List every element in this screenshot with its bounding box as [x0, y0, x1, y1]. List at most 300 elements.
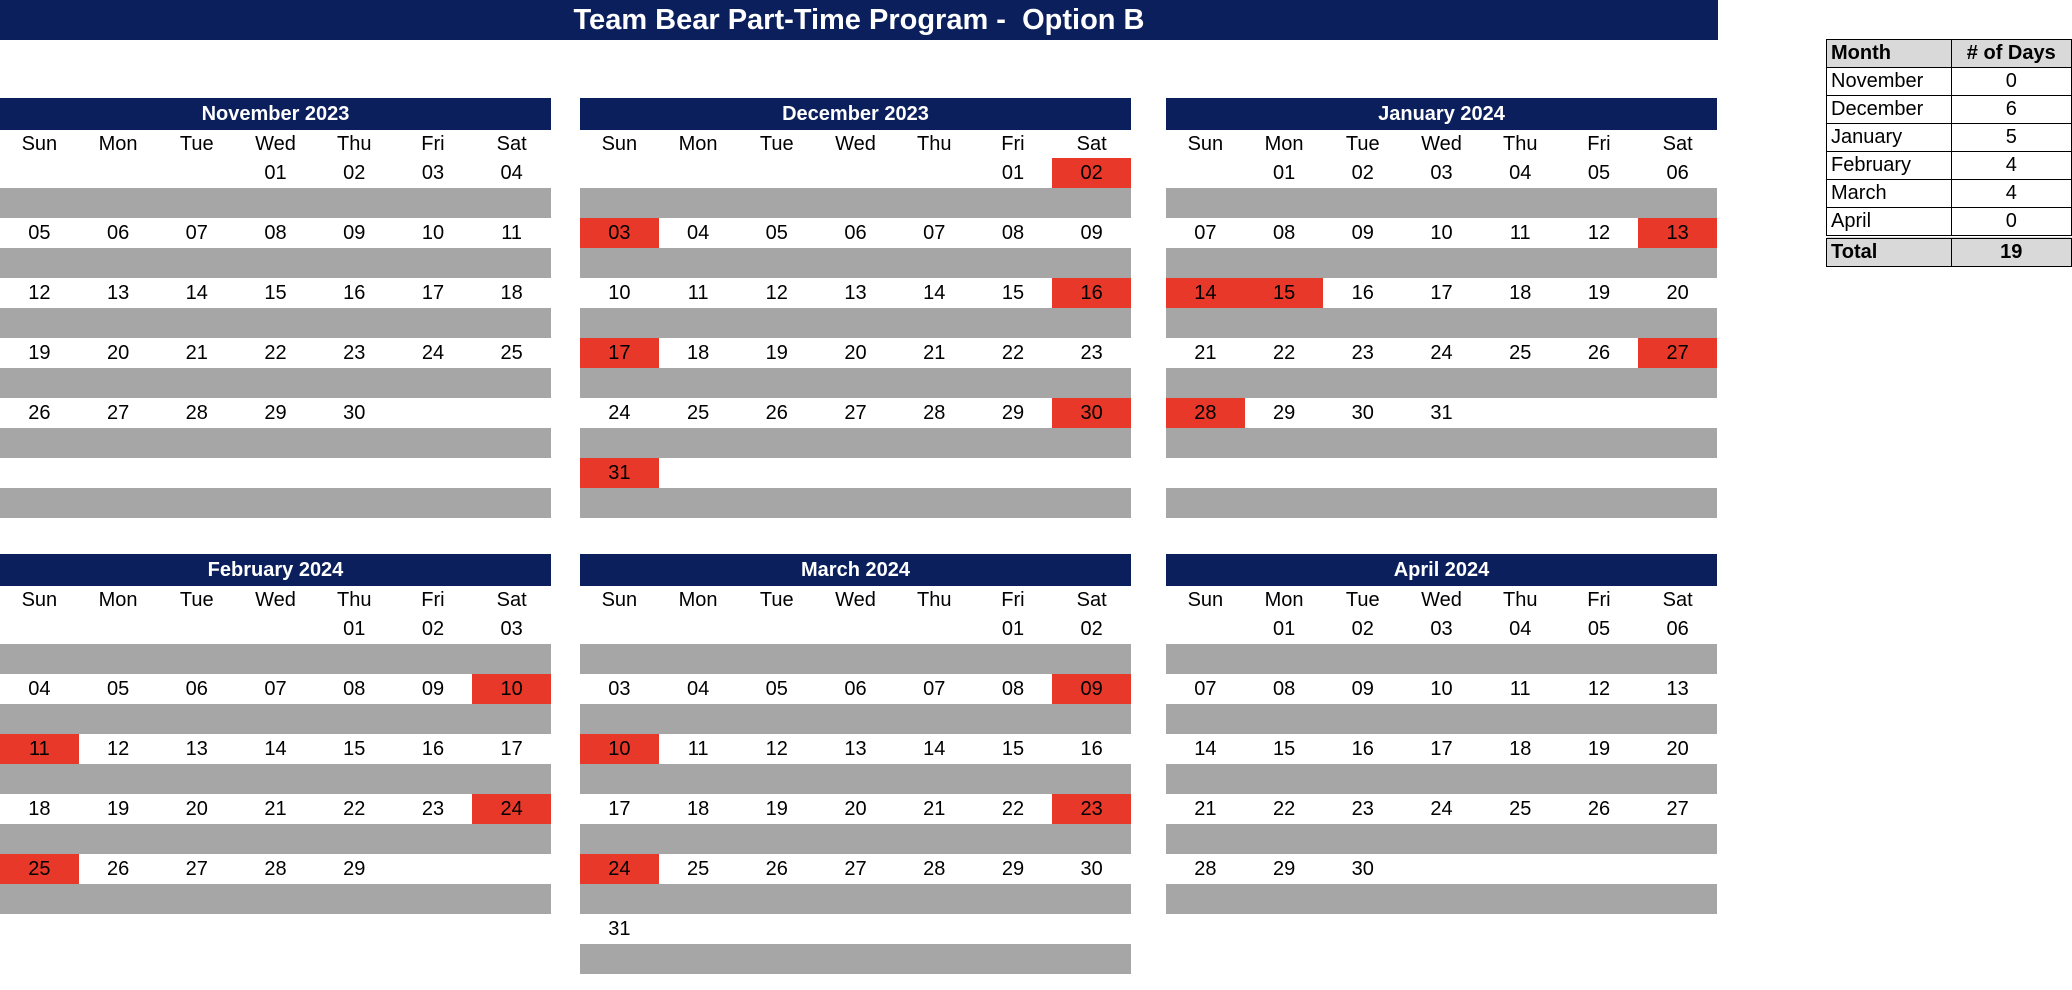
- day-cell[interactable]: 11: [501, 222, 523, 244]
- day-cell[interactable]: 13: [844, 738, 867, 760]
- day-cell[interactable]: 07: [185, 222, 208, 244]
- day-cell[interactable]: 23: [1351, 342, 1374, 364]
- day-cell[interactable]: 21: [264, 798, 287, 820]
- day-cell[interactable]: 19: [106, 798, 130, 820]
- day-cell[interactable]: 28: [185, 402, 208, 424]
- day-cell[interactable]: 15: [1272, 738, 1296, 760]
- day-cell[interactable]: 11: [687, 738, 709, 760]
- summary-days-cell[interactable]: 4: [1951, 152, 2071, 180]
- day-cell[interactable]: 30: [1351, 858, 1374, 880]
- day-cell[interactable]: 08: [1272, 222, 1296, 244]
- day-cell[interactable]: 27: [1638, 338, 1717, 368]
- day-cell[interactable]: 18: [500, 282, 523, 304]
- empty-day-cell[interactable]: [737, 914, 816, 944]
- day-cell[interactable]: 13: [106, 282, 130, 304]
- month-header: January 2024: [1166, 98, 1717, 130]
- weekday-header-row: [580, 130, 1131, 158]
- empty-day-cell[interactable]: [1638, 458, 1717, 488]
- day-cell[interactable]: 06: [106, 222, 130, 244]
- day-cell[interactable]: 04: [28, 678, 51, 700]
- summary-month-cell[interactable]: January: [1827, 124, 1952, 152]
- day-cell[interactable]: 11: [1509, 678, 1531, 700]
- empty-day-cell[interactable]: [79, 158, 158, 188]
- day-cell[interactable]: 27: [185, 858, 208, 880]
- day-cell[interactable]: 06: [1666, 162, 1689, 184]
- day-cell[interactable]: 23: [1080, 342, 1103, 364]
- day-cell[interactable]: 16: [1080, 738, 1103, 760]
- summary-month-cell[interactable]: December: [1827, 96, 1952, 124]
- day-cell[interactable]: 13: [185, 738, 208, 760]
- day-cell[interactable]: 17: [500, 738, 523, 760]
- day-cell[interactable]: 19: [765, 798, 788, 820]
- summary-days-cell[interactable]: 0: [1951, 208, 2071, 238]
- day-cell[interactable]: 24: [421, 342, 445, 364]
- notes-band[interactable]: [580, 428, 1131, 458]
- day-cell[interactable]: 26: [1587, 342, 1611, 364]
- day-cell[interactable]: 29: [1001, 402, 1025, 424]
- day-cell[interactable]: 08: [1001, 678, 1025, 700]
- day-cell[interactable]: 02: [421, 618, 445, 640]
- day-cell[interactable]: 02: [1052, 158, 1131, 188]
- day-cell[interactable]: 03: [500, 618, 523, 640]
- empty-day-cell[interactable]: [1323, 458, 1402, 488]
- empty-day-cell[interactable]: [1245, 458, 1324, 488]
- notes-band[interactable]: [580, 188, 1131, 218]
- day-cell[interactable]: 28: [923, 858, 946, 880]
- day-cell[interactable]: 02: [1080, 618, 1103, 640]
- day-cell[interactable]: 28: [1166, 398, 1245, 428]
- notes-band[interactable]: [1166, 248, 1717, 278]
- day-cell[interactable]: 28: [1194, 858, 1217, 880]
- empty-day-cell[interactable]: [236, 614, 315, 644]
- empty-day-cell[interactable]: [816, 158, 895, 188]
- day-cell[interactable]: 13: [844, 282, 867, 304]
- day-cell[interactable]: 01: [343, 618, 366, 640]
- empty-day-cell[interactable]: [895, 458, 974, 488]
- day-cell[interactable]: 18: [1509, 282, 1532, 304]
- notes-band[interactable]: [1166, 188, 1717, 218]
- empty-day-cell[interactable]: [1052, 914, 1131, 944]
- day-cell[interactable]: 09: [421, 678, 445, 700]
- notes-band[interactable]: [1166, 428, 1717, 458]
- empty-day-cell[interactable]: [1560, 398, 1639, 428]
- day-cell[interactable]: 01: [1001, 162, 1025, 184]
- summary-month-cell[interactable]: November: [1827, 68, 1952, 96]
- notes-band[interactable]: [1166, 704, 1717, 734]
- day-cell[interactable]: 20: [1666, 738, 1689, 760]
- day-cell[interactable]: 16: [421, 738, 445, 760]
- empty-day-cell[interactable]: [315, 458, 394, 488]
- day-cell[interactable]: 21: [923, 798, 946, 820]
- notes-band[interactable]: [580, 884, 1131, 914]
- empty-day-cell[interactable]: [974, 458, 1053, 488]
- day-cell[interactable]: 02: [1351, 162, 1374, 184]
- empty-day-cell[interactable]: [895, 914, 974, 944]
- day-cell[interactable]: 05: [1587, 162, 1611, 184]
- day-cell[interactable]: 26: [765, 858, 788, 880]
- notes-band[interactable]: [1166, 764, 1717, 794]
- day-cell[interactable]: 24: [1430, 342, 1453, 364]
- day-cell[interactable]: 08: [264, 222, 287, 244]
- day-cell[interactable]: 05: [1587, 618, 1611, 640]
- empty-day-cell[interactable]: [895, 158, 974, 188]
- day-cell[interactable]: 24: [472, 794, 551, 824]
- day-cell[interactable]: 12: [765, 738, 788, 760]
- notes-band[interactable]: [0, 308, 551, 338]
- day-cell[interactable]: 14: [923, 282, 946, 304]
- notes-band[interactable]: [0, 824, 551, 854]
- day-cell[interactable]: 22: [1001, 342, 1025, 364]
- day-cell[interactable]: 23: [343, 342, 366, 364]
- empty-day-cell[interactable]: [659, 158, 738, 188]
- day-cell[interactable]: 14: [185, 282, 208, 304]
- day-cell[interactable]: 14: [923, 738, 946, 760]
- empty-day-cell[interactable]: [737, 158, 816, 188]
- day-cell[interactable]: 10: [421, 222, 445, 244]
- day-cell[interactable]: 27: [106, 402, 130, 424]
- day-cell[interactable]: 23: [1052, 794, 1131, 824]
- day-cell[interactable]: 20: [1666, 282, 1689, 304]
- day-cell[interactable]: 12: [28, 282, 51, 304]
- empty-day-cell[interactable]: [79, 458, 158, 488]
- day-cell[interactable]: 04: [500, 162, 523, 184]
- day-cell[interactable]: 17: [1430, 738, 1453, 760]
- notes-band[interactable]: [1166, 308, 1717, 338]
- summary-days-cell[interactable]: 5: [1951, 124, 2071, 152]
- day-cell[interactable]: 05: [765, 678, 788, 700]
- day-cell[interactable]: 13: [1666, 678, 1689, 700]
- day-cell[interactable]: 10: [1430, 222, 1453, 244]
- empty-day-cell[interactable]: [236, 458, 315, 488]
- empty-day-cell[interactable]: [1402, 458, 1481, 488]
- day-cell[interactable]: 15: [264, 282, 287, 304]
- day-cell[interactable]: 26: [106, 858, 130, 880]
- day-cell[interactable]: 13: [1638, 218, 1717, 248]
- day-cell[interactable]: 24: [608, 402, 631, 424]
- empty-day-cell[interactable]: [1638, 854, 1717, 884]
- day-cell[interactable]: 05: [28, 222, 51, 244]
- day-cell[interactable]: 07: [1194, 222, 1217, 244]
- week-row: [0, 218, 551, 248]
- empty-day-cell[interactable]: [1166, 158, 1245, 188]
- empty-day-cell[interactable]: [1481, 854, 1560, 884]
- empty-day-cell[interactable]: [0, 614, 79, 644]
- day-cell[interactable]: 18: [686, 798, 710, 820]
- day-cell[interactable]: 25: [0, 854, 79, 884]
- notes-band[interactable]: [0, 644, 551, 674]
- empty-day-cell[interactable]: [1481, 458, 1560, 488]
- day-cell[interactable]: 06: [1666, 618, 1689, 640]
- empty-day-cell[interactable]: [816, 614, 895, 644]
- day-cell[interactable]: 27: [844, 402, 867, 424]
- day-cell[interactable]: 07: [923, 222, 946, 244]
- summary-month-cell[interactable]: April: [1827, 208, 1952, 238]
- notes-band[interactable]: [580, 488, 1131, 518]
- notes-band[interactable]: [580, 704, 1131, 734]
- day-cell[interactable]: 29: [1272, 402, 1296, 424]
- weekday-label: Sat: [1076, 133, 1107, 155]
- notes-band[interactable]: [580, 764, 1131, 794]
- empty-day-cell[interactable]: [1560, 854, 1639, 884]
- day-cell[interactable]: 28: [264, 858, 287, 880]
- empty-day-cell[interactable]: [659, 914, 738, 944]
- empty-day-cell[interactable]: [1638, 398, 1717, 428]
- day-cell[interactable]: 03: [580, 218, 659, 248]
- summary-days-cell[interactable]: 0: [1951, 68, 2071, 96]
- day-cell[interactable]: 04: [686, 222, 710, 244]
- day-cell[interactable]: 11: [687, 282, 709, 304]
- day-cell[interactable]: 09: [1351, 678, 1374, 700]
- day-cell[interactable]: 11: [1509, 222, 1531, 244]
- day-cell[interactable]: 08: [1001, 222, 1025, 244]
- day-cell[interactable]: 10: [472, 674, 551, 704]
- notes-band[interactable]: [0, 488, 551, 518]
- day-cell[interactable]: 03: [421, 162, 445, 184]
- day-cell[interactable]: 21: [185, 342, 208, 364]
- empty-day-cell[interactable]: [737, 458, 816, 488]
- notes-band[interactable]: [0, 704, 551, 734]
- day-cell[interactable]: 25: [686, 858, 710, 880]
- day-cell[interactable]: 30: [343, 402, 366, 424]
- day-cell[interactable]: 27: [844, 858, 867, 880]
- notes-band[interactable]: [580, 944, 1131, 974]
- day-cell[interactable]: 22: [343, 798, 366, 820]
- day-cell[interactable]: 06: [844, 678, 867, 700]
- week-row: [1166, 218, 1717, 248]
- summary-month-cell[interactable]: March: [1827, 180, 1952, 208]
- day-cell[interactable]: 14: [1194, 738, 1217, 760]
- week-row: [1166, 338, 1717, 368]
- day-cell[interactable]: 24: [580, 854, 659, 884]
- day-cell[interactable]: 06: [185, 678, 208, 700]
- day-cell[interactable]: 03: [608, 678, 631, 700]
- empty-day-cell[interactable]: [974, 914, 1053, 944]
- day-cell[interactable]: 28: [923, 402, 946, 424]
- day-cell[interactable]: 16: [1351, 282, 1374, 304]
- day-cell[interactable]: 01: [1272, 162, 1296, 184]
- day-cell[interactable]: 09: [343, 222, 366, 244]
- day-cell[interactable]: 20: [844, 798, 867, 820]
- empty-day-cell[interactable]: [580, 158, 659, 188]
- empty-day-cell[interactable]: [816, 914, 895, 944]
- empty-day-cell[interactable]: [1560, 458, 1639, 488]
- summary-month-cell[interactable]: February: [1827, 152, 1952, 180]
- empty-day-cell[interactable]: [1052, 458, 1131, 488]
- day-cell[interactable]: 31: [1430, 402, 1453, 424]
- day-cell[interactable]: 14: [264, 738, 287, 760]
- week-row: [0, 794, 551, 824]
- notes-band[interactable]: [0, 248, 551, 278]
- day-cell[interactable]: 14: [1166, 278, 1245, 308]
- empty-day-cell[interactable]: [1166, 458, 1245, 488]
- notes-band[interactable]: [0, 884, 551, 914]
- summary-days-cell[interactable]: 6: [1951, 96, 2071, 124]
- empty-day-cell[interactable]: [472, 458, 551, 488]
- day-cell[interactable]: 01: [1272, 618, 1296, 640]
- day-cell[interactable]: 12: [765, 282, 788, 304]
- empty-day-cell[interactable]: [157, 458, 236, 488]
- notes-band[interactable]: [1166, 824, 1717, 854]
- empty-day-cell[interactable]: [816, 458, 895, 488]
- day-cell[interactable]: 12: [1587, 678, 1611, 700]
- notes-band[interactable]: [0, 368, 551, 398]
- notes-band[interactable]: [580, 824, 1131, 854]
- notes-band[interactable]: [0, 428, 551, 458]
- notes-band[interactable]: [1166, 368, 1717, 398]
- day-cell[interactable]: 26: [1587, 798, 1611, 820]
- day-cell[interactable]: 21: [1194, 798, 1217, 820]
- day-cell[interactable]: 05: [765, 222, 788, 244]
- day-cell[interactable]: 18: [686, 342, 710, 364]
- day-cell[interactable]: 02: [343, 162, 366, 184]
- weekday-label: Fri: [421, 589, 445, 611]
- empty-day-cell[interactable]: [580, 614, 659, 644]
- day-cell[interactable]: 30: [1080, 858, 1103, 880]
- empty-day-cell[interactable]: [1481, 398, 1560, 428]
- day-cell[interactable]: 25: [1509, 798, 1532, 820]
- day-cell[interactable]: 15: [1001, 282, 1025, 304]
- notes-band[interactable]: [580, 308, 1131, 338]
- day-cell[interactable]: 25: [500, 342, 523, 364]
- empty-day-cell[interactable]: [157, 614, 236, 644]
- day-cell[interactable]: 23: [1351, 798, 1374, 820]
- day-cell[interactable]: 30: [1052, 398, 1131, 428]
- day-cell[interactable]: 04: [1509, 618, 1532, 640]
- day-cell[interactable]: 29: [264, 402, 287, 424]
- empty-day-cell[interactable]: [0, 158, 79, 188]
- day-cell[interactable]: 10: [580, 734, 659, 764]
- empty-day-cell[interactable]: [659, 458, 738, 488]
- day-cell[interactable]: 07: [923, 678, 946, 700]
- day-cell[interactable]: 08: [343, 678, 366, 700]
- day-cell[interactable]: 21: [923, 342, 946, 364]
- day-cell[interactable]: 07: [1194, 678, 1217, 700]
- notes-band[interactable]: [1166, 884, 1717, 914]
- day-cell[interactable]: 06: [844, 222, 867, 244]
- day-cell[interactable]: 29: [1272, 858, 1296, 880]
- day-cell[interactable]: 15: [343, 738, 366, 760]
- day-cell[interactable]: 27: [1666, 798, 1689, 820]
- empty-day-cell[interactable]: [737, 614, 816, 644]
- day-cell[interactable]: 25: [1509, 342, 1532, 364]
- empty-day-cell[interactable]: [394, 398, 473, 428]
- day-cell[interactable]: 10: [1430, 678, 1453, 700]
- empty-day-cell[interactable]: [472, 398, 551, 428]
- notes-band[interactable]: [580, 644, 1131, 674]
- day-cell[interactable]: 26: [765, 402, 788, 424]
- weekday-label: Tue: [179, 589, 214, 611]
- day-cell[interactable]: 25: [686, 402, 710, 424]
- day-cell[interactable]: 20: [185, 798, 208, 820]
- day-cell[interactable]: 22: [1272, 798, 1296, 820]
- day-cell[interactable]: 31: [608, 918, 631, 940]
- day-cell[interactable]: 10: [608, 282, 631, 304]
- week-row: [580, 398, 1131, 428]
- day-cell[interactable]: 09: [1052, 674, 1131, 704]
- day-cell[interactable]: 04: [686, 678, 710, 700]
- month-header: November 2023: [0, 98, 551, 130]
- day-cell[interactable]: 20: [106, 342, 130, 364]
- day-cell[interactable]: 19: [28, 342, 51, 364]
- day-cell[interactable]: 02: [1351, 618, 1374, 640]
- day-cell[interactable]: 20: [844, 342, 867, 364]
- day-cell[interactable]: 24: [1430, 798, 1453, 820]
- day-cell[interactable]: 22: [1272, 342, 1296, 364]
- day-cell[interactable]: 22: [264, 342, 287, 364]
- day-cell[interactable]: 18: [1509, 738, 1532, 760]
- notes-band[interactable]: [0, 764, 551, 794]
- day-cell[interactable]: 11: [0, 734, 79, 764]
- day-cell[interactable]: 17: [608, 798, 631, 820]
- notes-band[interactable]: [1166, 644, 1717, 674]
- empty-day-cell[interactable]: [1166, 614, 1245, 644]
- day-cell[interactable]: 16: [1351, 738, 1374, 760]
- summary-days-cell[interactable]: 4: [1951, 180, 2071, 208]
- day-cell[interactable]: 12: [106, 738, 130, 760]
- day-cell[interactable]: 17: [580, 338, 659, 368]
- day-cell[interactable]: 15: [1245, 278, 1324, 308]
- empty-day-cell[interactable]: [1402, 854, 1481, 884]
- week-row: [580, 794, 1131, 824]
- notes-band[interactable]: [580, 368, 1131, 398]
- notes-band[interactable]: [0, 188, 551, 218]
- day-cell[interactable]: 16: [1052, 278, 1131, 308]
- day-cell[interactable]: 15: [1001, 738, 1025, 760]
- day-cell[interactable]: 08: [1272, 678, 1296, 700]
- empty-day-cell[interactable]: [394, 854, 473, 884]
- weekday-label: Sun: [1187, 589, 1224, 611]
- day-cell[interactable]: 01: [264, 162, 287, 184]
- day-cell[interactable]: 21: [1194, 342, 1217, 364]
- day-cell[interactable]: 19: [765, 342, 788, 364]
- day-cell[interactable]: 30: [1351, 402, 1374, 424]
- day-cell[interactable]: 17: [421, 282, 445, 304]
- day-cell[interactable]: 19: [1587, 282, 1611, 304]
- empty-day-cell[interactable]: [157, 158, 236, 188]
- day-cell[interactable]: 19: [1587, 738, 1611, 760]
- day-cell[interactable]: 29: [343, 858, 366, 880]
- day-cell[interactable]: 09: [1080, 222, 1103, 244]
- day-cell[interactable]: 23: [421, 798, 445, 820]
- empty-day-cell[interactable]: [659, 614, 738, 644]
- day-cell[interactable]: 26: [28, 402, 51, 424]
- notes-band[interactable]: [580, 248, 1131, 278]
- week-row: [0, 674, 551, 704]
- day-cell[interactable]: 16: [343, 282, 366, 304]
- empty-day-cell[interactable]: [472, 854, 551, 884]
- day-cell[interactable]: 31: [580, 458, 659, 488]
- empty-day-cell[interactable]: [0, 458, 79, 488]
- empty-day-cell[interactable]: [394, 458, 473, 488]
- notes-band[interactable]: [1166, 488, 1717, 518]
- empty-day-cell[interactable]: [79, 614, 158, 644]
- day-cell[interactable]: 17: [1430, 282, 1453, 304]
- day-cell[interactable]: 04: [1509, 162, 1532, 184]
- day-cell[interactable]: 29: [1001, 858, 1025, 880]
- day-cell[interactable]: 07: [264, 678, 287, 700]
- day-cell[interactable]: 18: [28, 798, 51, 820]
- summary-row: [1827, 208, 2072, 238]
- day-cell[interactable]: 03: [1430, 618, 1453, 640]
- weekday-label: Wed: [1421, 589, 1462, 611]
- day-cell[interactable]: 12: [1587, 222, 1611, 244]
- day-cell[interactable]: 01: [1001, 618, 1025, 640]
- day-cell[interactable]: 09: [1351, 222, 1374, 244]
- day-cell[interactable]: 22: [1001, 798, 1025, 820]
- day-cell[interactable]: 05: [106, 678, 130, 700]
- day-cell[interactable]: 03: [1430, 162, 1453, 184]
- empty-day-cell[interactable]: [895, 614, 974, 644]
